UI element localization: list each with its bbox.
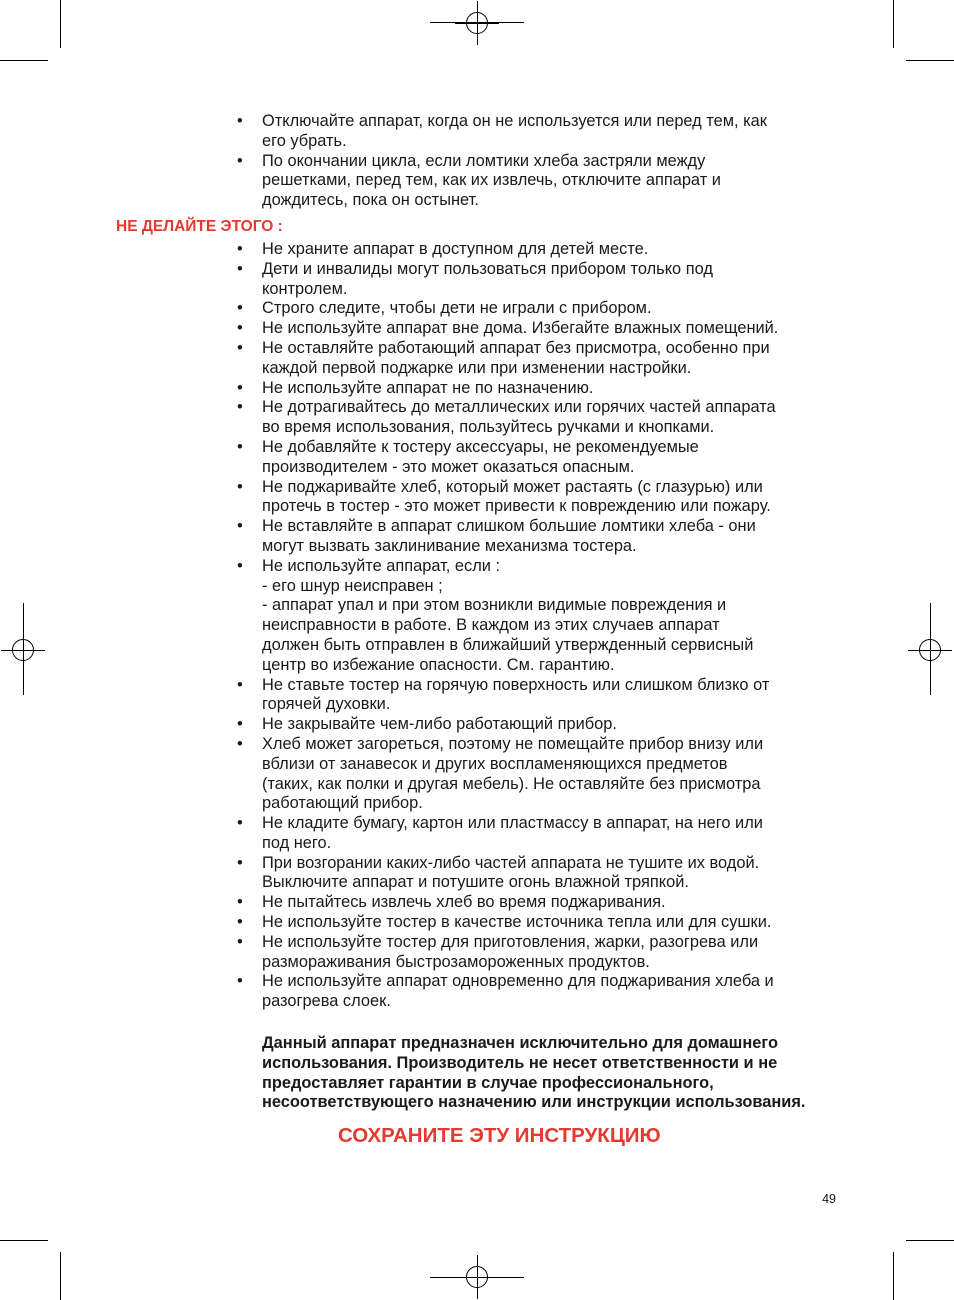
list-item: • Не дотрагивайтесь до металлических или горячих частей аппарата во время использования, пользуйтесь ручками и кнопками. <box>262 398 842 438</box>
list-item: • Не ставьте тостер на горячую поверхность или слишком близко от горячей духовки. <box>262 676 842 716</box>
warning-list <box>0 240 954 1012</box>
list-item: • Не поджаривайте хлеб, который может растаять (с глазурью) или протечь в тостер - это может привести к повреждению или пожару. <box>262 478 842 518</box>
registration-mark-icon <box>466 12 488 34</box>
list-item: • Строго следите, чтобы дети не играли с прибором. <box>262 299 842 319</box>
list-item: • Дети и инвалиды могут пользоваться прибором только под контролем. <box>262 260 842 300</box>
list-item: • Не используйте тостер для приготовления, жарки, разогрева или размораживания быстрозамороженных продуктов. <box>262 933 842 973</box>
registration-mark-icon <box>466 1266 488 1288</box>
list-item: • Не кладите бумагу, картон или пластмассу в аппарат, на него или под него. <box>262 814 842 854</box>
warning-heading: НЕ ДЕЛАЙТЕ ЭТОГО : <box>116 217 283 235</box>
page-number: 49 <box>822 1192 836 1206</box>
household-use-note: Данный аппарат предназначен исключительно для домашнего использования. Производитель не несет ответственности и не предоставляет гарантии в случае профессионального, несоответствующего назначению или инструкции использования. <box>262 1034 806 1112</box>
list-item: • Не закрывайте чем-либо работающий прибор. <box>262 715 842 735</box>
list-item: • Не вставляйте в аппарат слишком большие ломтики хлеба - они могут вызвать заклинивание механизма тостера. <box>262 517 842 557</box>
intro-list <box>0 112 954 211</box>
list-item: • Не используйте аппарат вне дома. Избегайте влажных помещений. <box>262 319 842 339</box>
list-item: • Хлеб может загореться, поэтому не помещайте прибор внизу или вблизи от занавесок и других воспламеняющихся предметов (таких, как полки и другая мебель). Не оставляйте без присмотра работающий прибор. <box>262 735 842 814</box>
list-item: • Не используйте аппарат, если : - его шнур неисправен ; - аппарат упал и при этом возникли видимые повреждения и неисправности в работе. В каждом из этих случаев аппарат должен быть отправлен в ближайший утвержденный сервисный центр во избежание опасности. См. гарантию. <box>262 557 842 676</box>
list-item: • Не добавляйте к тостеру аксессуары, не рекомендуемые производителем - это может оказаться опасным. <box>262 438 842 478</box>
list-item: • Не используйте тостер в качестве источника тепла или для сушки. <box>262 913 842 933</box>
crop-mark <box>893 0 894 48</box>
list-item: • Не оставляйте работающий аппарат без присмотра, особенно при каждой первой поджарке или при изменении настройки. <box>262 339 842 379</box>
crop-mark <box>906 60 954 61</box>
crop-mark <box>60 0 61 48</box>
list-item: • По окончании цикла, если ломтики хлеба застряли между решетками, перед тем, как их извлечь, отключите аппарат и дождитесь, пока он остынет. <box>262 152 842 211</box>
page-content <box>0 112 954 1148</box>
crop-mark <box>906 1240 954 1241</box>
crop-mark <box>893 1252 894 1300</box>
list-item: • Отключайте аппарат, когда он не используется или перед тем, как его убрать. <box>262 112 842 152</box>
crop-mark <box>0 1240 48 1241</box>
list-item: • Не используйте аппарат не по назначению. <box>262 379 842 399</box>
list-item: • При возгорании каких-либо частей аппарата не тушите их водой. Выключите аппарат и потушите огонь влажной тряпкой. <box>262 854 842 894</box>
list-item: • Не используйте аппарат одновременно для поджаривания хлеба и разогрева слоек. <box>262 972 842 1012</box>
list-item: • Не храните аппарат в доступном для детей месте. <box>262 240 842 260</box>
crop-mark <box>0 60 48 61</box>
crop-mark <box>60 1252 61 1300</box>
list-item: • Не пытайтесь извлечь хлеб во время поджаривания. <box>262 893 842 913</box>
save-instructions-title: СОХРАНИТЕ ЭТУ ИНСТРУКЦИЮ <box>338 1124 661 1148</box>
